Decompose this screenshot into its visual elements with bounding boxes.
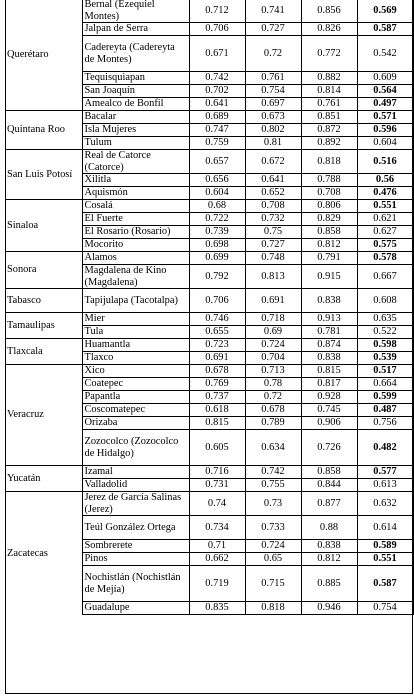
- value-cell-4: 0.667: [357, 265, 413, 289]
- table-row: [5, 492, 413, 516]
- value-cell-3: 0.788: [301, 174, 357, 187]
- value-cell-1: 0.747: [189, 124, 245, 137]
- municipality-cell: Tula: [82, 326, 189, 339]
- value-cell-4: 0.517: [357, 365, 413, 378]
- value-cell-2: 0.742: [245, 466, 301, 479]
- value-cell-1: 0.655: [189, 326, 245, 339]
- table-row: [5, 111, 413, 124]
- value-cell-4: 0.587: [357, 23, 413, 36]
- municipality-cell: Tlaxco: [82, 352, 189, 365]
- value-cell-4: 0.497: [357, 98, 413, 111]
- table-row: [5, 289, 413, 313]
- value-cell-4: 0.571: [357, 111, 413, 124]
- value-cell-4: 0.482: [357, 430, 413, 466]
- value-cell-3: 0.812: [301, 239, 357, 252]
- municipality-cell: Zozocolco (Zozocolco de Hidalgo): [82, 430, 189, 466]
- value-cell-3: 0.928: [301, 391, 357, 404]
- value-cell-3: 0.877: [301, 492, 357, 516]
- value-cell-4: 0.551: [357, 553, 413, 566]
- value-cell-4: 0.577: [357, 466, 413, 479]
- municipality-cell: Papantla: [82, 391, 189, 404]
- value-cell-1: 0.737: [189, 391, 245, 404]
- value-cell-2: 0.634: [245, 430, 301, 466]
- municipality-cell: Real de Catorce (Catorce): [82, 150, 189, 174]
- state-cell: Quintana Roo: [5, 111, 82, 150]
- value-cell-1: 0.792: [189, 265, 245, 289]
- value-cell-1: 0.815: [189, 417, 245, 430]
- municipality-cell: Tulum: [82, 137, 189, 150]
- value-cell-2: 0.761: [245, 72, 301, 85]
- value-cell-1: 0.657: [189, 150, 245, 174]
- value-cell-2: 0.652: [245, 187, 301, 200]
- value-cell-3: 0.906: [301, 417, 357, 430]
- table-row: [5, 150, 413, 174]
- state-cell: Sinaloa: [5, 200, 82, 252]
- table-row: [5, 252, 413, 265]
- value-cell-3: 0.858: [301, 466, 357, 479]
- value-cell-3: 0.915: [301, 265, 357, 289]
- value-cell-1: 0.739: [189, 226, 245, 239]
- value-cell-3: 0.858: [301, 226, 357, 239]
- value-cell-3: 0.856: [301, 0, 357, 23]
- state-cell: Querétaro: [5, 0, 82, 111]
- value-cell-2: 0.724: [245, 540, 301, 553]
- value-cell-3: 0.806: [301, 200, 357, 213]
- indicator-table: [5, 0, 414, 615]
- value-cell-4: 0.598: [357, 339, 413, 352]
- value-cell-4: 0.632: [357, 492, 413, 516]
- value-cell-3: 0.844: [301, 479, 357, 492]
- value-cell-2: 0.72: [245, 36, 301, 72]
- value-cell-1: 0.746: [189, 313, 245, 326]
- value-cell-4: 0.621: [357, 213, 413, 226]
- value-cell-4: 0.487: [357, 404, 413, 417]
- value-cell-2: 0.678: [245, 404, 301, 417]
- municipality-cell: Magdalena de Kino (Magdalena): [82, 265, 189, 289]
- state-cell: Yucatán: [5, 466, 82, 492]
- municipality-cell: Xilitla: [82, 174, 189, 187]
- value-cell-2: 0.754: [245, 85, 301, 98]
- value-cell-2: 0.72: [245, 391, 301, 404]
- state-cell: San Luis Potosí: [5, 150, 82, 200]
- municipality-cell: Tequisquiapan: [82, 72, 189, 85]
- value-cell-3: 0.745: [301, 404, 357, 417]
- value-cell-1: 0.698: [189, 239, 245, 252]
- municipality-cell: El Rosario (Rosario): [82, 226, 189, 239]
- municipality-cell: Jerez de García Salinas (Jerez): [82, 492, 189, 516]
- value-cell-3: 0.892: [301, 137, 357, 150]
- value-cell-2: 0.727: [245, 23, 301, 36]
- value-cell-3: 0.818: [301, 150, 357, 174]
- value-cell-4: 0.516: [357, 150, 413, 174]
- value-cell-3: 0.761: [301, 98, 357, 111]
- state-cell: Tlaxcala: [5, 339, 82, 365]
- municipality-cell: Bacalar: [82, 111, 189, 124]
- value-cell-2: 0.724: [245, 339, 301, 352]
- value-cell-4: 0.476: [357, 187, 413, 200]
- value-cell-4: 0.564: [357, 85, 413, 98]
- value-cell-1: 0.662: [189, 553, 245, 566]
- value-cell-1: 0.691: [189, 352, 245, 365]
- value-cell-1: 0.769: [189, 378, 245, 391]
- municipality-cell: Bernal (Ezequiel Montes): [82, 0, 189, 23]
- municipality-cell: Coatepec: [82, 378, 189, 391]
- value-cell-1: 0.716: [189, 466, 245, 479]
- municipality-cell: Huamantla: [82, 339, 189, 352]
- value-cell-4: 0.575: [357, 239, 413, 252]
- table-row: [5, 0, 413, 23]
- value-cell-2: 0.733: [245, 516, 301, 540]
- value-cell-3: 0.913: [301, 313, 357, 326]
- value-cell-1: 0.734: [189, 516, 245, 540]
- value-cell-2: 0.78: [245, 378, 301, 391]
- value-cell-2: 0.641: [245, 174, 301, 187]
- value-cell-3: 0.791: [301, 252, 357, 265]
- value-cell-3: 0.817: [301, 378, 357, 391]
- value-cell-1: 0.723: [189, 339, 245, 352]
- table-row: [5, 365, 413, 378]
- table-row: [5, 466, 413, 479]
- value-cell-2: 0.708: [245, 200, 301, 213]
- value-cell-4: 0.587: [357, 566, 413, 602]
- value-cell-4: 0.599: [357, 391, 413, 404]
- value-cell-4: 0.614: [357, 516, 413, 540]
- value-cell-4: 0.596: [357, 124, 413, 137]
- value-cell-4: 0.589: [357, 540, 413, 553]
- value-cell-3: 0.812: [301, 553, 357, 566]
- value-cell-3: 0.838: [301, 289, 357, 313]
- value-cell-2: 0.673: [245, 111, 301, 124]
- value-cell-1: 0.656: [189, 174, 245, 187]
- value-cell-3: 0.726: [301, 430, 357, 466]
- municipality-cell: San Joaquín: [82, 85, 189, 98]
- municipality-cell: Pinos: [82, 553, 189, 566]
- state-cell: Tamaulipas: [5, 313, 82, 339]
- value-cell-2: 0.718: [245, 313, 301, 326]
- value-cell-1: 0.74: [189, 492, 245, 516]
- municipality-cell: Jalpan de Serra: [82, 23, 189, 36]
- value-cell-2: 0.81: [245, 137, 301, 150]
- value-cell-4: 0.578: [357, 252, 413, 265]
- value-cell-4: 0.56: [357, 174, 413, 187]
- value-cell-3: 0.829: [301, 213, 357, 226]
- state-cell: Tabasco: [5, 289, 82, 313]
- value-cell-1: 0.712: [189, 0, 245, 23]
- value-cell-2: 0.755: [245, 479, 301, 492]
- value-cell-3: 0.885: [301, 566, 357, 602]
- value-cell-4: 0.608: [357, 289, 413, 313]
- value-cell-1: 0.699: [189, 252, 245, 265]
- value-cell-4: 0.756: [357, 417, 413, 430]
- municipality-cell: Nochistlán (Nochistlán de Mejía): [82, 566, 189, 602]
- municipality-cell: Cosalá: [82, 200, 189, 213]
- value-cell-1: 0.722: [189, 213, 245, 226]
- value-cell-3: 0.88: [301, 516, 357, 540]
- value-cell-1: 0.706: [189, 289, 245, 313]
- value-cell-2: 0.75: [245, 226, 301, 239]
- table-row: [5, 200, 413, 213]
- municipality-cell: Guadalupe: [82, 602, 189, 615]
- municipality-cell: Teúl González Ortega: [82, 516, 189, 540]
- municipality-cell: Isla Mujeres: [82, 124, 189, 137]
- value-cell-1: 0.835: [189, 602, 245, 615]
- state-cell: Zacatecas: [5, 492, 82, 615]
- value-cell-2: 0.65: [245, 553, 301, 566]
- value-cell-1: 0.742: [189, 72, 245, 85]
- value-cell-4: 0.604: [357, 137, 413, 150]
- value-cell-4: 0.569: [357, 0, 413, 23]
- value-cell-1: 0.759: [189, 137, 245, 150]
- value-cell-3: 0.772: [301, 36, 357, 72]
- value-cell-1: 0.671: [189, 36, 245, 72]
- value-cell-4: 0.551: [357, 200, 413, 213]
- value-cell-1: 0.689: [189, 111, 245, 124]
- value-cell-2: 0.727: [245, 239, 301, 252]
- value-cell-1: 0.618: [189, 404, 245, 417]
- value-cell-2: 0.802: [245, 124, 301, 137]
- value-cell-3: 0.874: [301, 339, 357, 352]
- value-cell-3: 0.826: [301, 23, 357, 36]
- value-cell-4: 0.522: [357, 326, 413, 339]
- value-cell-3: 0.882: [301, 72, 357, 85]
- value-cell-4: 0.542: [357, 36, 413, 72]
- value-cell-2: 0.741: [245, 0, 301, 23]
- value-cell-3: 0.851: [301, 111, 357, 124]
- municipality-cell: Izamal: [82, 466, 189, 479]
- municipality-cell: Álamos: [82, 252, 189, 265]
- value-cell-3: 0.872: [301, 124, 357, 137]
- value-cell-1: 0.702: [189, 85, 245, 98]
- municipality-cell: Amealco de Bonfil: [82, 98, 189, 111]
- value-cell-1: 0.719: [189, 566, 245, 602]
- value-cell-2: 0.691: [245, 289, 301, 313]
- value-cell-3: 0.781: [301, 326, 357, 339]
- value-cell-1: 0.706: [189, 23, 245, 36]
- value-cell-4: 0.539: [357, 352, 413, 365]
- value-cell-1: 0.68: [189, 200, 245, 213]
- value-cell-1: 0.731: [189, 479, 245, 492]
- value-cell-2: 0.715: [245, 566, 301, 602]
- value-cell-4: 0.664: [357, 378, 413, 391]
- value-cell-3: 0.708: [301, 187, 357, 200]
- table-row: [5, 339, 413, 352]
- municipality-cell: Cadereyta (Cadereyta de Montes): [82, 36, 189, 72]
- value-cell-1: 0.71: [189, 540, 245, 553]
- table-row: [5, 313, 413, 326]
- value-cell-2: 0.697: [245, 98, 301, 111]
- table-body: [5, 0, 413, 615]
- value-cell-2: 0.732: [245, 213, 301, 226]
- value-cell-3: 0.814: [301, 85, 357, 98]
- value-cell-2: 0.73: [245, 492, 301, 516]
- municipality-cell: Xico: [82, 365, 189, 378]
- value-cell-3: 0.838: [301, 540, 357, 553]
- value-cell-2: 0.704: [245, 352, 301, 365]
- municipality-cell: Tapijulapa (Tacotalpa): [82, 289, 189, 313]
- municipality-cell: Mocorito: [82, 239, 189, 252]
- municipality-cell: Sombrerete: [82, 540, 189, 553]
- value-cell-3: 0.838: [301, 352, 357, 365]
- value-cell-2: 0.748: [245, 252, 301, 265]
- value-cell-1: 0.604: [189, 187, 245, 200]
- municipality-cell: Orizaba: [82, 417, 189, 430]
- state-cell: Sonora: [5, 252, 82, 289]
- municipality-cell: El Fuerte: [82, 213, 189, 226]
- value-cell-4: 0.613: [357, 479, 413, 492]
- value-cell-4: 0.754: [357, 602, 413, 615]
- value-cell-3: 0.815: [301, 365, 357, 378]
- municipality-cell: Coscomatepec: [82, 404, 189, 417]
- value-cell-2: 0.69: [245, 326, 301, 339]
- value-cell-2: 0.672: [245, 150, 301, 174]
- value-cell-4: 0.609: [357, 72, 413, 85]
- value-cell-4: 0.635: [357, 313, 413, 326]
- value-cell-2: 0.789: [245, 417, 301, 430]
- value-cell-1: 0.605: [189, 430, 245, 466]
- municipality-cell: Aquismón: [82, 187, 189, 200]
- state-cell: Veracruz: [5, 365, 82, 466]
- value-cell-1: 0.641: [189, 98, 245, 111]
- municipality-cell: Mier: [82, 313, 189, 326]
- value-cell-2: 0.818: [245, 602, 301, 615]
- value-cell-2: 0.813: [245, 265, 301, 289]
- value-cell-1: 0.678: [189, 365, 245, 378]
- municipality-cell: Valladolid: [82, 479, 189, 492]
- value-cell-4: 0.627: [357, 226, 413, 239]
- value-cell-2: 0.713: [245, 365, 301, 378]
- value-cell-3: 0.946: [301, 602, 357, 615]
